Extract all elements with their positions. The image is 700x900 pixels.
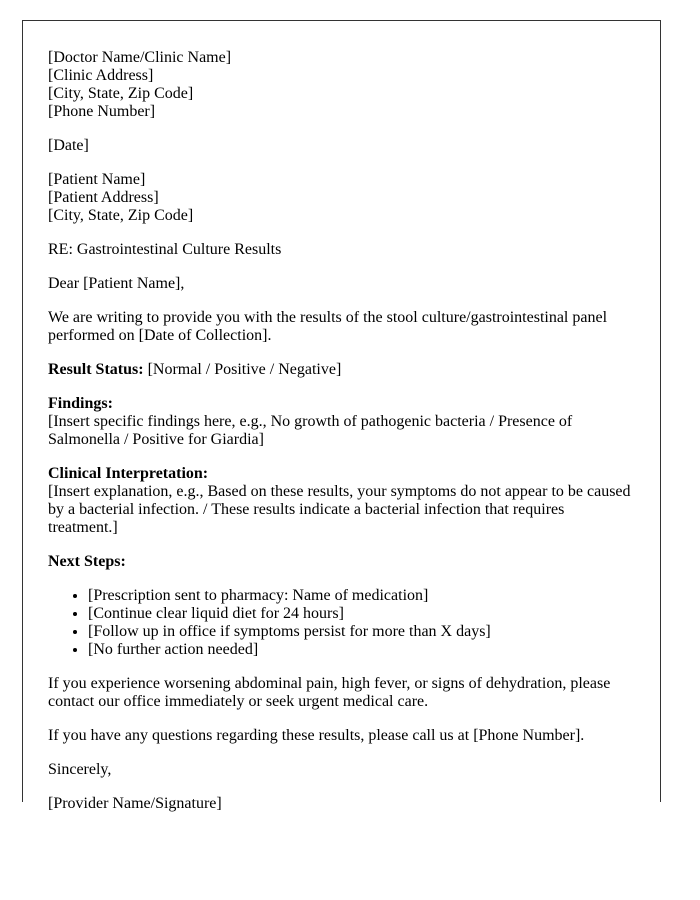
sender-line: [Clinic Address] <box>48 67 154 84</box>
recipient-block <box>48 171 634 225</box>
next-steps-list <box>48 587 634 659</box>
result-status-paragraph <box>48 361 634 379</box>
result-status-label: Result Status: <box>48 361 144 378</box>
findings-section <box>48 395 634 449</box>
urgent-notice-paragraph: If you experience worsening abdominal pain, high fever, or signs of dehydration, please contact our office immediately or seek urgent medical care. <box>48 675 611 710</box>
sender-line: [Phone Number] <box>48 103 156 120</box>
findings-body: [Insert specific findings here, e.g., No growth of pathogenic bacteria / Presence of Salmonella / Positive for Giardia] <box>48 413 573 448</box>
recipient-line: [Patient Address] <box>48 189 159 206</box>
questions-paragraph: If you have any questions regarding these results, please call us at [Phone Number]. <box>48 727 585 744</box>
next-steps-heading <box>48 553 634 571</box>
next-steps-item: • [Continue clear liquid diet for 24 hours] <box>88 605 634 623</box>
findings-label: Findings: <box>48 395 113 412</box>
next-steps-item: • [No further action needed] <box>88 641 634 659</box>
next-steps-item: • [Follow up in office if symptoms persist for more than X days] <box>88 623 634 641</box>
clinical-interpretation-label: Clinical Interpretation: <box>48 465 209 482</box>
clinical-interpretation-section <box>48 465 634 537</box>
sender-line: [Doctor Name/Clinic Name] <box>48 49 232 66</box>
next-steps-label: Next Steps: <box>48 553 126 570</box>
clinical-interpretation-body: [Insert explanation, e.g., Based on these results, your symptoms do not appear to be caused by a bacterial infection. / These results indicate a bacterial infection that requires treatment.] <box>48 483 631 536</box>
recipient-line: [City, State, Zip Code] <box>48 207 194 224</box>
next-steps-item: • [Prescription sent to pharmacy: Name of medication] <box>88 587 634 605</box>
signature-line: [Provider Name/Signature] <box>48 795 222 812</box>
letter-document <box>22 20 661 812</box>
sender-line: [City, State, Zip Code] <box>48 85 194 102</box>
intro-paragraph: We are writing to provide you with the results of the stool culture/gastrointestinal panel performed on [Date of Collection]. <box>48 309 608 344</box>
recipient-line: [Patient Name] <box>48 171 146 188</box>
date-line: [Date] <box>48 137 89 154</box>
subject-line: RE: Gastrointestinal Culture Results <box>48 241 282 258</box>
salutation: Dear [Patient Name], <box>48 275 185 292</box>
result-status-value: [Normal / Positive / Negative] <box>143 361 342 378</box>
closing: Sincerely, <box>48 761 112 778</box>
sender-block <box>48 49 634 121</box>
